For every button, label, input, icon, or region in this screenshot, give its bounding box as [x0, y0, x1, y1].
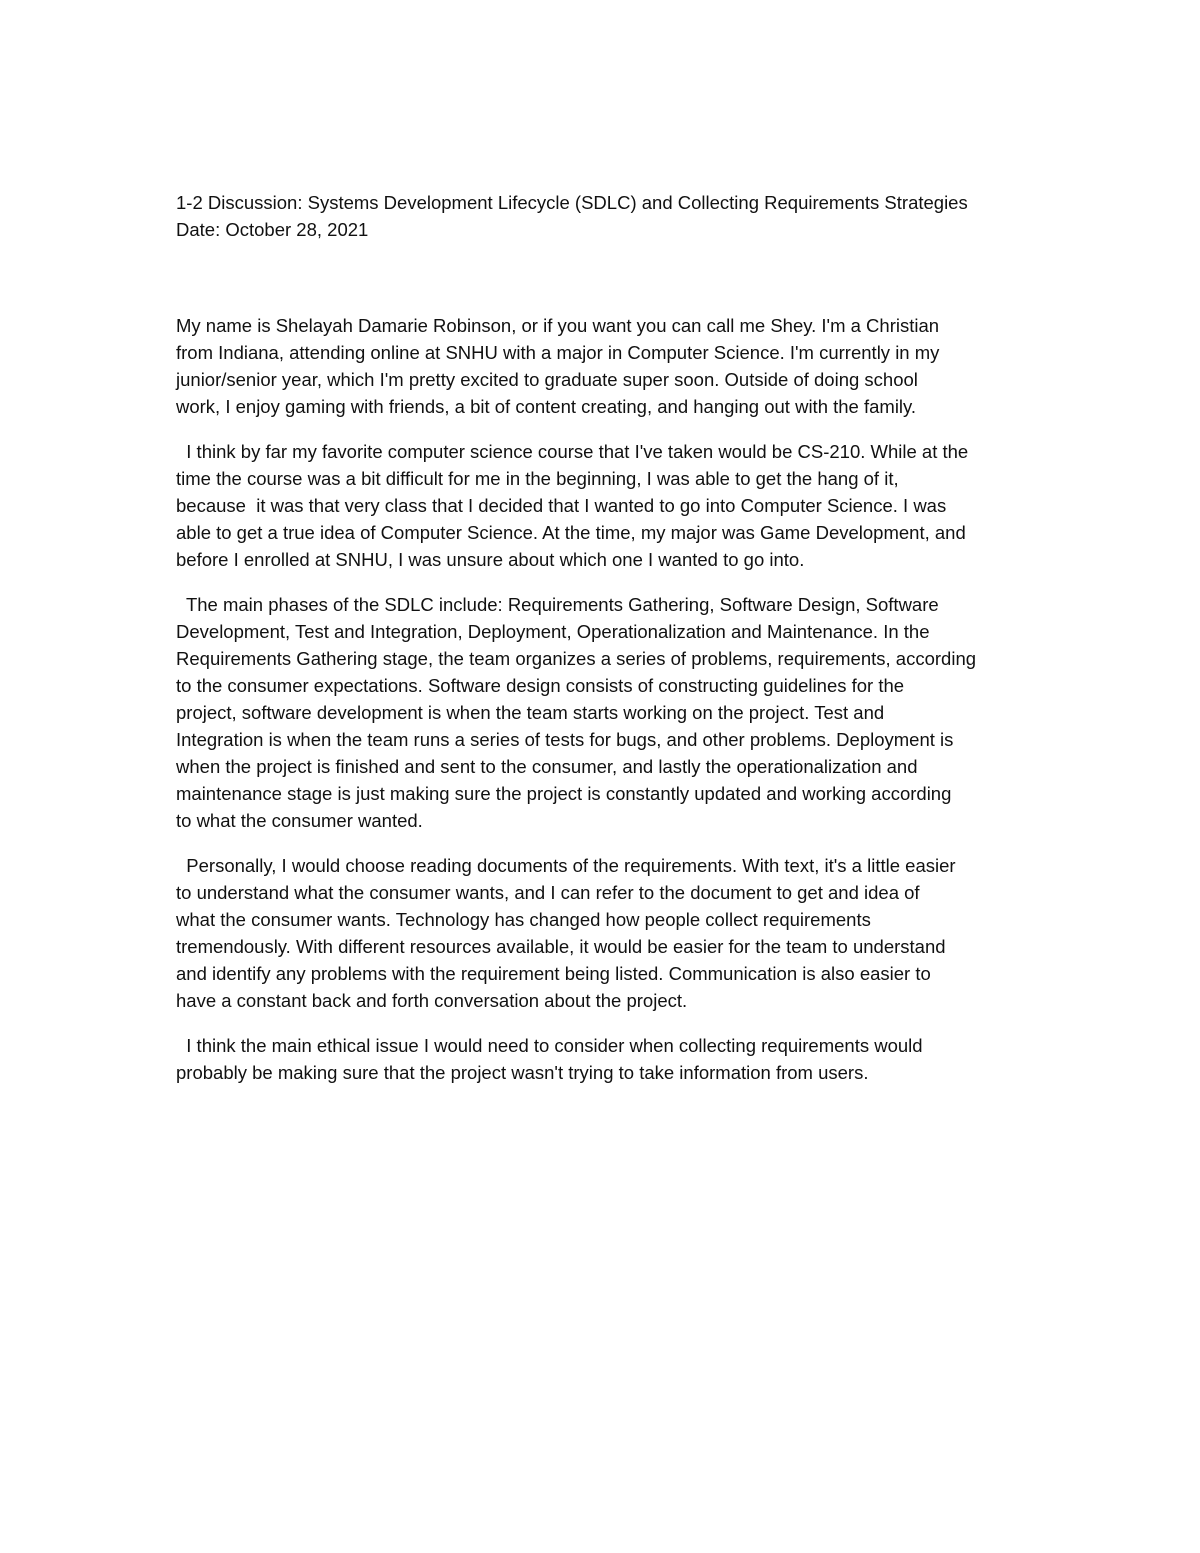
text-line: from Indiana, attending online at SNHU with a major in Computer Science. I'm currently in my	[176, 342, 940, 363]
text-line: maintenance stage is just making sure the project is constantly updated and working according	[176, 783, 952, 804]
text-line: have a constant back and forth conversation about the project.	[176, 990, 688, 1011]
text-line: tremendously. With different resources available, it would be easier for the team to understand	[176, 936, 946, 957]
text-line: and identify any problems with the requirement being listed. Communication is also easier to	[176, 963, 931, 984]
text-line: My name is Shelayah Damarie Robinson, or if you want you can call me Shey. I'm a Christian	[176, 315, 940, 336]
text-line: probably be making sure that the project wasn't trying to take information from users.	[176, 1062, 869, 1083]
text-line: Personally, I would choose reading documents of the requirements. With text, it's a little easier	[176, 855, 956, 876]
document-body	[176, 189, 1046, 1104]
text-line: to the consumer expectations. Software design consists of constructing guidelines for the	[176, 675, 905, 696]
text-line: project, software development is when the team starts working on the project. Test and	[176, 702, 885, 723]
paragraph-favorite-course	[176, 438, 1046, 573]
document-header	[176, 189, 1046, 243]
text-line: to what the consumer wanted.	[176, 810, 423, 831]
text-line: Development, Test and Integration, Deployment, Operationalization and Maintenance. In the	[176, 621, 930, 642]
document-date: Date: October 28, 2021	[176, 219, 369, 240]
text-line: when the project is finished and sent to the consumer, and lastly the operationalization and	[176, 756, 918, 777]
text-line: able to get a true idea of Computer Science. At the time, my major was Game Development, and	[176, 522, 966, 543]
text-line: I think by far my favorite computer science course that I've taken would be CS-210. While at the	[176, 441, 969, 462]
text-line: Requirements Gathering stage, the team organizes a series of problems, requirements, according	[176, 648, 977, 669]
text-line: because it was that very class that I decided that I wanted to go into Computer Science. I was	[176, 495, 947, 516]
text-line: to understand what the consumer wants, and I can refer to the document to get and idea of	[176, 882, 920, 903]
paragraph-introduction	[176, 312, 1046, 420]
text-line: before I enrolled at SNHU, I was unsure about which one I wanted to go into.	[176, 549, 805, 570]
document-title: 1-2 Discussion: Systems Development Lifecycle (SDLC) and Collecting Requirements Strategies	[176, 192, 968, 213]
paragraph-requirements-collection	[176, 852, 1046, 1014]
text-line: junior/senior year, which I'm pretty excited to graduate super soon. Outside of doing school	[176, 369, 918, 390]
text-line: I think the main ethical issue I would need to consider when collecting requirements would	[176, 1035, 923, 1056]
paragraph-ethical-issue	[176, 1032, 1046, 1086]
text-line: Integration is when the team runs a series of tests for bugs, and other problems. Deployment is	[176, 729, 954, 750]
text-line: work, I enjoy gaming with friends, a bit of content creating, and hanging out with the family.	[176, 396, 917, 417]
paragraph-sdlc-phases	[176, 591, 1046, 834]
text-line: what the consumer wants. Technology has changed how people collect requirements	[176, 909, 871, 930]
text-line: time the course was a bit difficult for me in the beginning, I was able to get the hang of it,	[176, 468, 899, 489]
text-line: The main phases of the SDLC include: Requirements Gathering, Software Design, Software	[176, 594, 939, 615]
